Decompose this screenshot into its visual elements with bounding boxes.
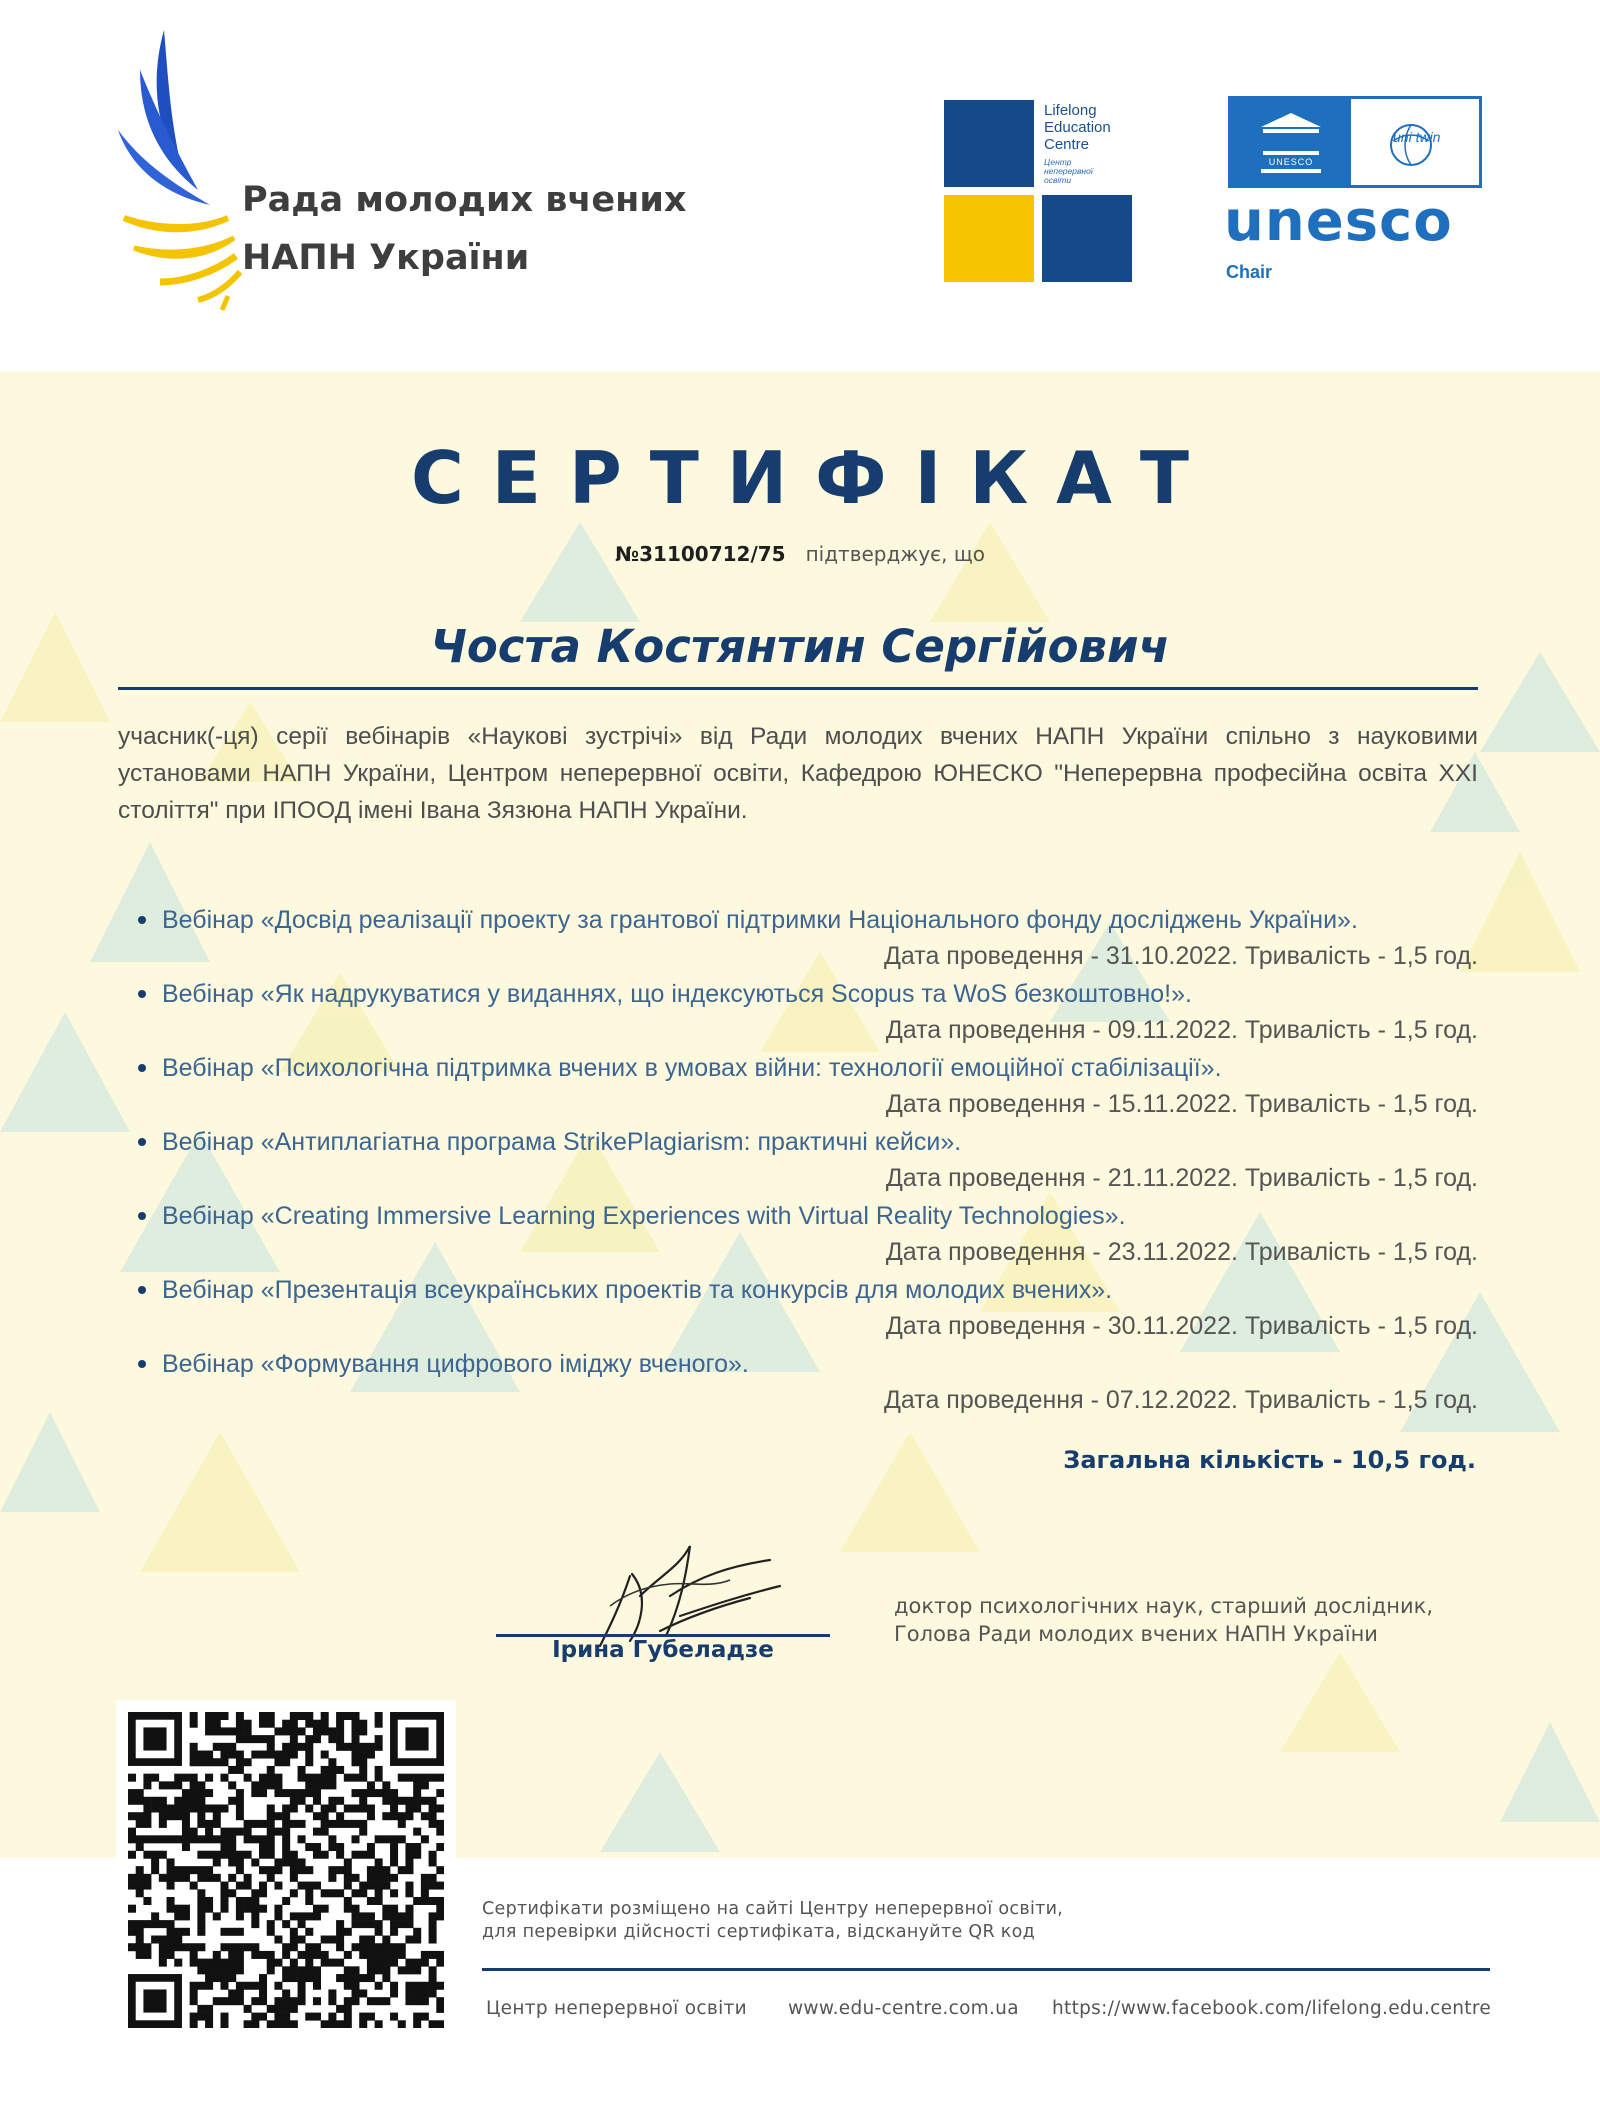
- webinar-title: Вебінар «Досвід реалізації проекту за грантової підтримки Національного фонду досліджень України».: [162, 906, 1358, 934]
- rada-logo-line1: Рада молодих вчених: [242, 180, 687, 220]
- lec-logo-subtitle: Центр неперервної освіти: [1044, 157, 1093, 185]
- footer-divider: [482, 1968, 1490, 1971]
- signer-position-line2: Голова Ради молодих вчених НАПН України: [894, 1622, 1378, 1646]
- unesco-temple-panel: [1231, 99, 1351, 185]
- bullet-icon: [138, 1360, 146, 1368]
- qr-code[interactable]: [116, 1700, 456, 2040]
- signer-position-line1: доктор психологічних наук, старший дослідник,: [894, 1594, 1434, 1618]
- wing-emblem-icon: [110, 20, 250, 320]
- webinar-item: [118, 1124, 1478, 1198]
- lifelong-education-centre-logo: [944, 96, 1144, 288]
- webinar-title: Вебінар «Антиплагіатна програма StrikePlagiarism: практичні кейси».: [162, 1128, 962, 1156]
- webinar-date: Дата проведення - 30.11.2022. Тривалість - 1,5 год.: [885, 1312, 1478, 1340]
- lec-logo-title: Lifelong Education Centre: [1044, 102, 1111, 153]
- intro-paragraph: учасник(-ця) серії вебінарів «Наукові зустрічі» від Ради молодих вчених НАПН України спільно з науковими установами НАПН України, Центром неперервної освіти, Кафедрою ЮНЕСКО "Неперервна професійна освіта XXI століття" при ІПООД імені Івана Зязюна НАПН України.: [118, 723, 1478, 824]
- footer-website-link[interactable]: www.edu-centre.com.ua: [788, 1998, 1019, 2019]
- webinar-date: Дата проведення - 31.10.2022. Тривалість - 1,5 год.: [883, 942, 1478, 970]
- webinar-date: Дата проведення - 23.11.2022. Тривалість - 1,5 год.: [885, 1238, 1478, 1266]
- footer-facebook-link[interactable]: https://www.facebook.com/lifelong.edu.centre: [1052, 1998, 1492, 2019]
- bullet-icon: [138, 916, 146, 924]
- webinar-title: Вебінар «Презентація всеукраїнських проектів та конкурсів для молодих вчених».: [162, 1276, 1113, 1304]
- name-underline: [118, 687, 1478, 690]
- rada-logo-line2: НАПН України: [242, 238, 530, 278]
- lec-square-yellow: [944, 195, 1034, 282]
- verification-note-line2: для перевірки дійсності сертифіката, відскануйте QR код: [482, 1922, 1036, 1942]
- webinar-title: Вебінар «Формування цифрового іміджу вченого».: [162, 1350, 749, 1378]
- webinar-title: Вебінар «Creating Immersive Learning Experiences with Virtual Reality Technologies».: [162, 1202, 1126, 1230]
- webinar-list: [118, 902, 1478, 1420]
- certificate-title: СЕРТИФІКАТ: [410, 436, 1218, 520]
- webinar-item: [118, 976, 1478, 1050]
- certificate-number: №31100712/75: [615, 542, 786, 566]
- bullet-icon: [138, 1286, 146, 1294]
- webinar-date: Дата проведення - 21.11.2022. Тривалість - 1,5 год.: [885, 1164, 1478, 1192]
- verification-note: [482, 1898, 1063, 1944]
- lec-square-blue-bottom: [1042, 195, 1132, 282]
- verification-note-line1: Сертифікати розміщено на сайті Центру неперервної освіти,: [482, 1899, 1064, 1919]
- total-hours: Загальна кількість - 10,5 год.: [1063, 1446, 1476, 1474]
- unesco-chair-label: Chair: [1226, 262, 1273, 282]
- unitwin-label: uni twin: [1393, 129, 1441, 145]
- webinar-item: [118, 1050, 1478, 1124]
- bullet-icon: [138, 1212, 146, 1220]
- webinar-date: Дата проведення - 09.11.2022. Тривалість - 1,5 год.: [885, 1016, 1478, 1044]
- qr-code-icon: [128, 1712, 444, 2028]
- bullet-icon: [138, 990, 146, 998]
- bullet-icon: [138, 1064, 146, 1072]
- signer-name: Ірина Губеладзе: [552, 1637, 774, 1663]
- unesco-wordmark: unesco: [1224, 189, 1453, 254]
- confirms-text: підтверджує, що: [805, 542, 985, 566]
- webinar-item: [118, 902, 1478, 976]
- lec-square-blue-top: [944, 100, 1034, 187]
- webinar-title: Вебінар «Як надрукуватися у виданнях, що індексуються Scopus та WoS безкоштовно!».: [162, 980, 1192, 1008]
- certificate-number-line: [0, 542, 1600, 566]
- webinar-date: Дата проведення - 15.11.2022. Тривалість - 1,5 год.: [885, 1090, 1478, 1118]
- webinar-title: Вебінар «Психологічна підтримка вчених в умовах війни: технології емоційної стабілізації».: [162, 1054, 1222, 1082]
- unesco-box-label: UNESCO: [1268, 157, 1314, 167]
- webinar-date: Дата проведення - 07.12.2022. Тривалість - 1,5 год.: [883, 1386, 1478, 1414]
- bullet-icon: [138, 1138, 146, 1146]
- footer-centre-name: Центр неперервної освіти: [486, 1998, 747, 2019]
- unesco-chair-logo: [1224, 96, 1484, 296]
- unesco-unitwin-box: [1228, 96, 1482, 188]
- unesco-temple-icon: [1231, 99, 1351, 185]
- webinar-item: [118, 1346, 1478, 1420]
- recipient-name: Чоста Костянтин Сергійович: [430, 620, 1170, 673]
- signer-position: [894, 1592, 1433, 1648]
- webinar-item: [118, 1198, 1478, 1272]
- webinar-item: [118, 1272, 1478, 1346]
- rada-logo: [110, 20, 730, 320]
